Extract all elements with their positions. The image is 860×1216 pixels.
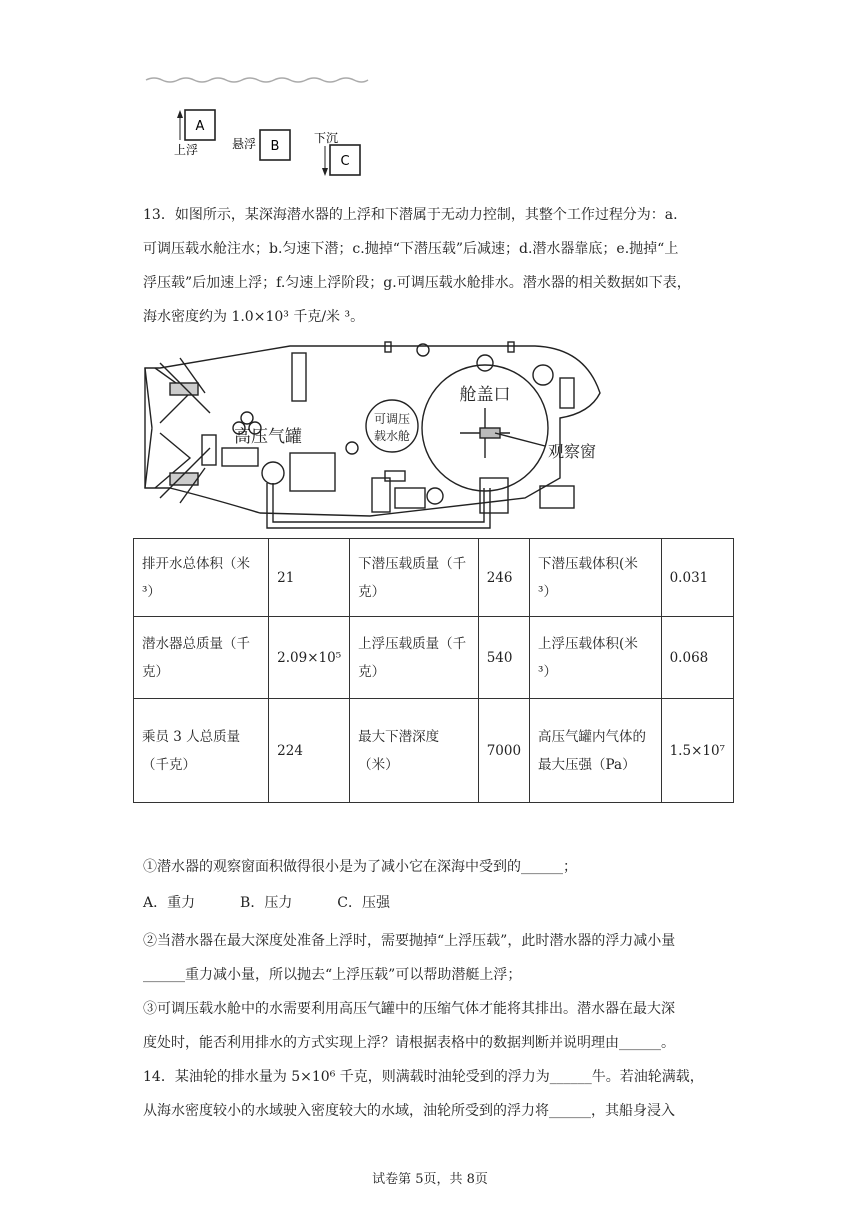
table-cell: 最大下潜深度（米） [350,699,479,803]
box-b-label: B [270,139,280,154]
option-c: C．压强 [337,895,390,911]
page-footer: 试卷第 5页，共 8页 [372,1172,488,1187]
hatch-label: 舱盖口 [459,385,511,405]
box-a-label: A [195,119,205,134]
table-cell: 排开水总体积（米 ³） [134,539,269,617]
submersible-data-table [133,538,734,803]
option-a: A．重力 [143,895,196,911]
q14-line-1: 14．某油轮的排水量为 5×10⁶ 千克，则满载时油轮受到的浮力为______牛。若油轮满载， [143,1069,704,1085]
window-label: 观察窗 [548,442,597,461]
q13-line-3: 浮压载”后加速上浮；f.匀速上浮阶段；g.可调压载水舱排水。潜水器的相关数据如下表， [143,275,691,291]
table-cell: 潜水器总质量（千克） [134,617,269,699]
sub-question-3-line-2: 度处时，能否利用排水的方式实现上浮？请根据表格中的数据判断并说明理由______。 [143,1035,675,1051]
submersible-diagram [140,338,610,533]
table-cell: 0.068 [661,617,733,699]
table-cell: 上浮压载体积(米 ³） [530,617,662,699]
table-cell: 540 [478,617,529,699]
table-row [134,617,734,699]
table-cell: 乘员 3 人总质量（千克） [134,699,269,803]
table-cell: 7000 [478,699,529,803]
sub-question-2-line-1: ②当潜水器在最大深度处准备上浮时，需要抛掉“上浮压载”，此时潜水器的浮力减小量 [143,933,676,949]
table-row [134,539,734,617]
q13-line-1: 13．如图所示，某深海潜水器的上浮和下潜属于无动力控制，其整个工作过程分为：a. [143,207,678,223]
sink-label: 下沉 [314,131,339,145]
suspend-label: 悬浮 [232,137,257,151]
sub-question-2-line-2: ______重力减小量，所以抛去“上浮压载”可以帮助潜艇上浮； [143,967,522,983]
sub-question-3-line-1: ③可调压载水舱中的水需要利用高压气罐中的压缩气体才能将其排出。潜水器在最大深 [143,1001,675,1017]
q14-line-2: 从海水密度较小的水域驶入密度较大的水域，油轮所受到的浮力将______，其船身浸入 [143,1103,675,1119]
q13-line-4: 海水密度约为 1.0×10³ 千克/米 ³。 [143,309,365,325]
box-c-label: C [340,154,350,169]
table-cell: 上浮压载质量（千克） [350,617,479,699]
table-row [134,699,734,803]
q13-line-2: 可调压载水舱注水；b.匀速下潜；c.抛掉“下潜压载”后减速；d.潜水器靠底；e.抛掉“上 [143,241,679,257]
ballast-label-2: 载水舱 [373,429,411,443]
table-cell: 224 [269,699,350,803]
table-cell: 21 [269,539,350,617]
table-cell: 246 [478,539,529,617]
option-b: B．压力 [240,895,293,911]
buoyancy-figure [140,70,390,185]
gas-tank-label: 高压气罐 [234,427,302,447]
table-cell: 下潜压载质量（千克） [350,539,479,617]
table-cell: 0.031 [661,539,733,617]
table-cell: 下潜压载体积(米 ³） [530,539,662,617]
rise-label: 上浮 [174,143,199,157]
options-row [143,892,390,912]
ballast-label-1: 可调压 [373,412,411,426]
table-cell: 高压气罐内气体的最大压强（Pa） [530,699,662,803]
sub-question-1: ①潜水器的观察窗面积做得很小是为了减小它在深海中受到的______； [143,859,577,875]
table-cell: 2.09×10⁵ [269,617,350,699]
table-cell: 1.5×10⁷ [661,699,733,803]
